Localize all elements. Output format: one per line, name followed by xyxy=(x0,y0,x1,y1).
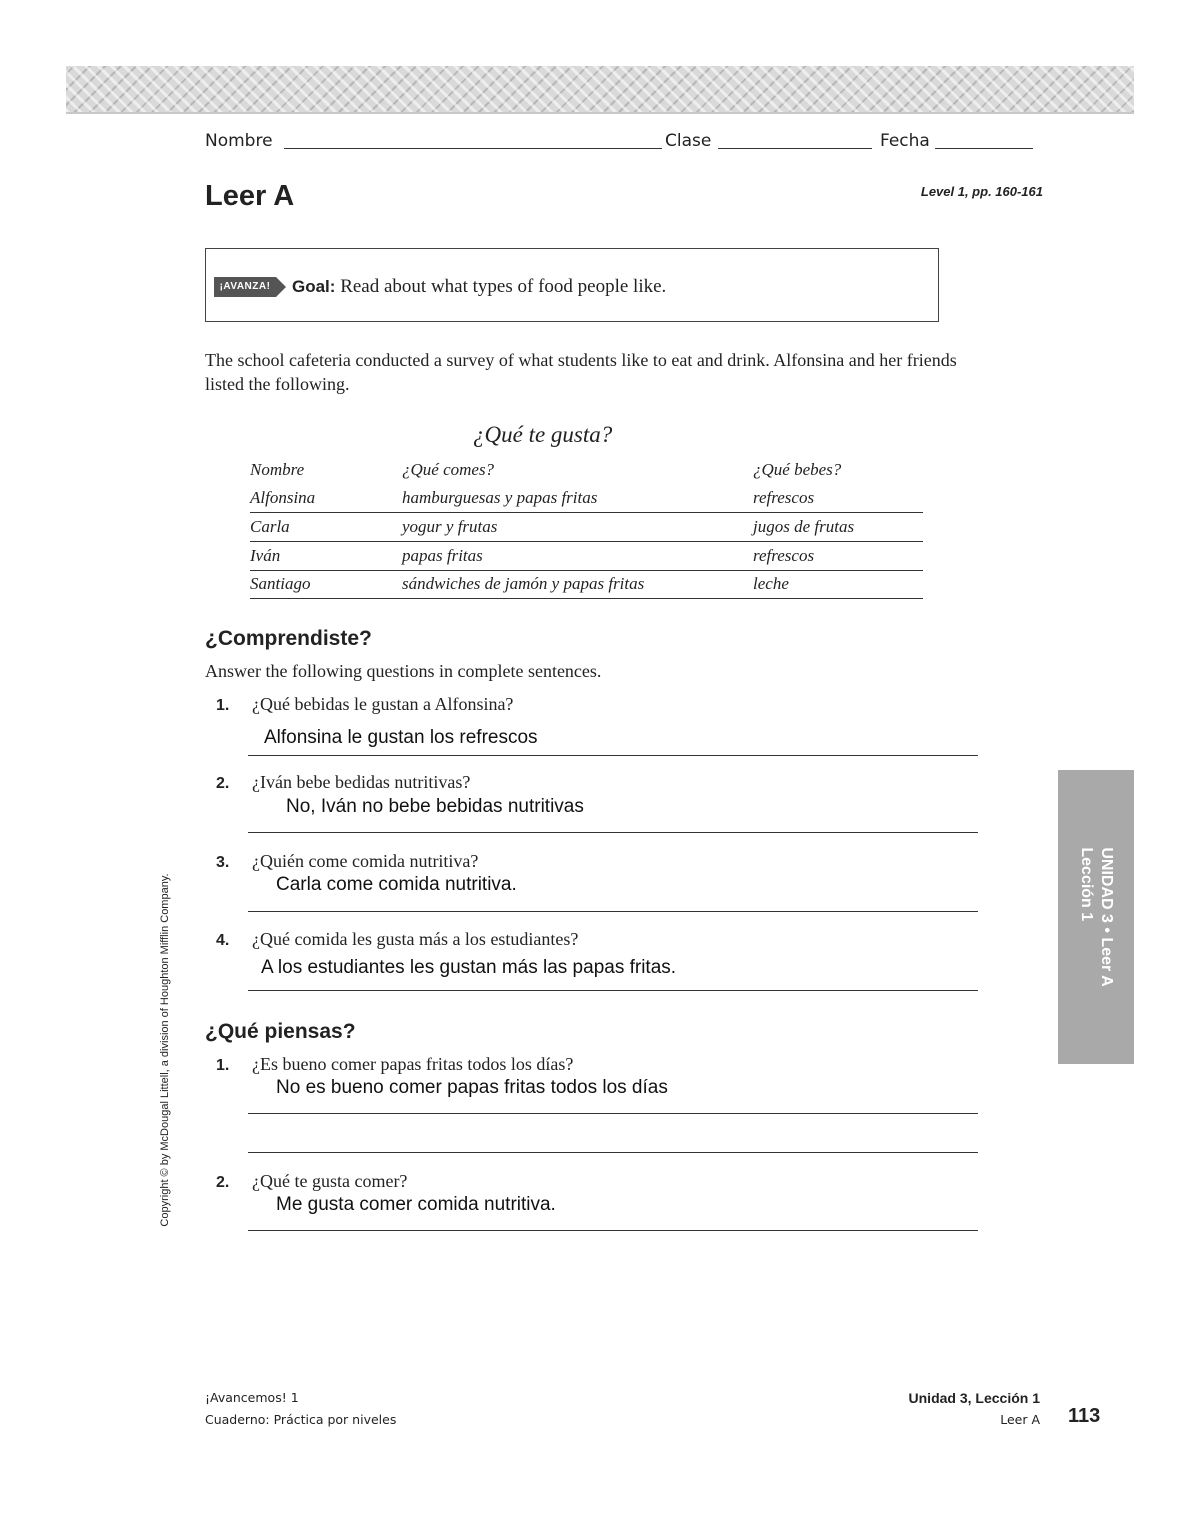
answer-line[interactable] xyxy=(248,755,978,756)
answer-line[interactable] xyxy=(248,911,978,912)
answer-text: No, Iván no bebe bebidas nutritivas xyxy=(286,796,584,817)
goal-label: Goal: xyxy=(292,277,336,296)
side-tab-text xyxy=(1076,847,1116,986)
footer-book: ¡Avancemos! 1 xyxy=(205,1390,299,1405)
question-text: ¿Iván bebe bedidas nutritivas? xyxy=(252,772,471,792)
cell-drink: jugos de frutas xyxy=(753,517,855,536)
header-nombre: Nombre xyxy=(250,460,305,479)
answer-line[interactable] xyxy=(248,1152,978,1153)
cell-food: papas fritas xyxy=(402,546,483,565)
goal-text: Read about what types of food people like. xyxy=(340,276,667,297)
fecha-label: Fecha xyxy=(880,131,930,151)
nombre-label: Nombre xyxy=(205,131,273,151)
header-comes: ¿Qué comes? xyxy=(402,460,495,479)
instructions: Answer the following questions in complete sentences. xyxy=(205,661,602,681)
cell-name: Alfonsina xyxy=(250,488,316,507)
goal-statement xyxy=(292,276,666,298)
answer-text: No es bueno comer papas fritas todos los días xyxy=(276,1077,668,1098)
answer-text: Me gusta comer comida nutritiva. xyxy=(276,1194,556,1215)
cell-food: yogur y frutas xyxy=(402,517,498,536)
cell-drink: leche xyxy=(753,574,789,593)
footer-unit: Unidad 3, Lección 1 xyxy=(908,1390,1040,1406)
copyright-notice: Copyright © by McDougal Littell, a division of Houghton Mifflin Company. xyxy=(159,873,171,1227)
page-number: 113 xyxy=(1068,1405,1101,1427)
comprendiste-heading: ¿Comprendiste? xyxy=(205,627,372,650)
cell-food: hamburguesas y papas fritas xyxy=(402,488,598,507)
question-text: ¿Qué te gusta comer? xyxy=(252,1171,408,1191)
footer-section: Leer A xyxy=(1000,1412,1040,1427)
table-row xyxy=(250,542,923,571)
cell-name: Santiago xyxy=(250,574,311,593)
fecha-field[interactable] xyxy=(935,148,1033,149)
question-text: ¿Qué bebidas le gustan a Alfonsina? xyxy=(252,694,514,714)
clase-label: Clase xyxy=(665,131,712,151)
arrow-icon xyxy=(276,277,286,297)
question-number: 4. xyxy=(216,932,230,949)
question-text: ¿Qué comida les gusta más a los estudiantes? xyxy=(252,929,579,949)
table-row xyxy=(250,513,923,542)
answer-line[interactable] xyxy=(248,1113,978,1114)
piensas-heading: ¿Qué piensas? xyxy=(205,1020,356,1043)
question-number: 1. xyxy=(216,697,230,714)
cell-name: Iván xyxy=(250,546,281,565)
survey-title: ¿Qué te gusta? xyxy=(473,422,613,447)
avanza-badge: ¡AVANZA! xyxy=(214,277,276,297)
goal-box xyxy=(205,248,939,322)
survey-header-row xyxy=(250,456,923,484)
answer-line[interactable] xyxy=(248,1230,978,1231)
question-number: 2. xyxy=(216,1174,230,1191)
page-title: Leer A xyxy=(205,180,295,212)
table-row xyxy=(250,570,923,599)
cell-food: sándwiches de jamón y papas fritas xyxy=(402,574,645,593)
question-number: 3. xyxy=(216,854,230,871)
answer-line[interactable] xyxy=(248,990,978,991)
question-text: ¿Quién come comida nutritiva? xyxy=(252,851,479,871)
cell-name: Carla xyxy=(250,517,290,536)
intro-paragraph: The school cafeteria conducted a survey of what students like to eat and drink. Alfonsina and her friends listed the following. xyxy=(205,350,957,394)
answer-line[interactable] xyxy=(248,832,978,833)
cell-drink: refrescos xyxy=(753,546,815,565)
level-reference: Level 1, pp. 160-161 xyxy=(920,184,1043,199)
question-number: 1. xyxy=(216,1057,230,1074)
question-number: 2. xyxy=(216,775,230,792)
side-tab xyxy=(1058,770,1134,1064)
clase-field[interactable] xyxy=(718,148,872,149)
footer-workbook: Cuaderno: Práctica por niveles xyxy=(205,1412,397,1427)
nombre-field[interactable] xyxy=(284,148,662,149)
answer-text: A los estudiantes les gustan más las papas fritas. xyxy=(261,957,677,978)
table-row xyxy=(250,484,923,513)
answer-text: Alfonsina le gustan los refrescos xyxy=(264,727,538,748)
question-text: ¿Es bueno comer papas fritas todos los días? xyxy=(252,1054,574,1074)
header-bebes: ¿Qué bebes? xyxy=(753,460,842,479)
answer-text: Carla come comida nutritiva. xyxy=(276,874,517,895)
decorative-banner xyxy=(66,66,1134,114)
side-tab-unit: UNIDAD 3 • Leer A xyxy=(1098,847,1115,987)
side-tab-lesson: Lección 1 xyxy=(1078,847,1095,922)
cell-drink: refrescos xyxy=(753,488,815,507)
